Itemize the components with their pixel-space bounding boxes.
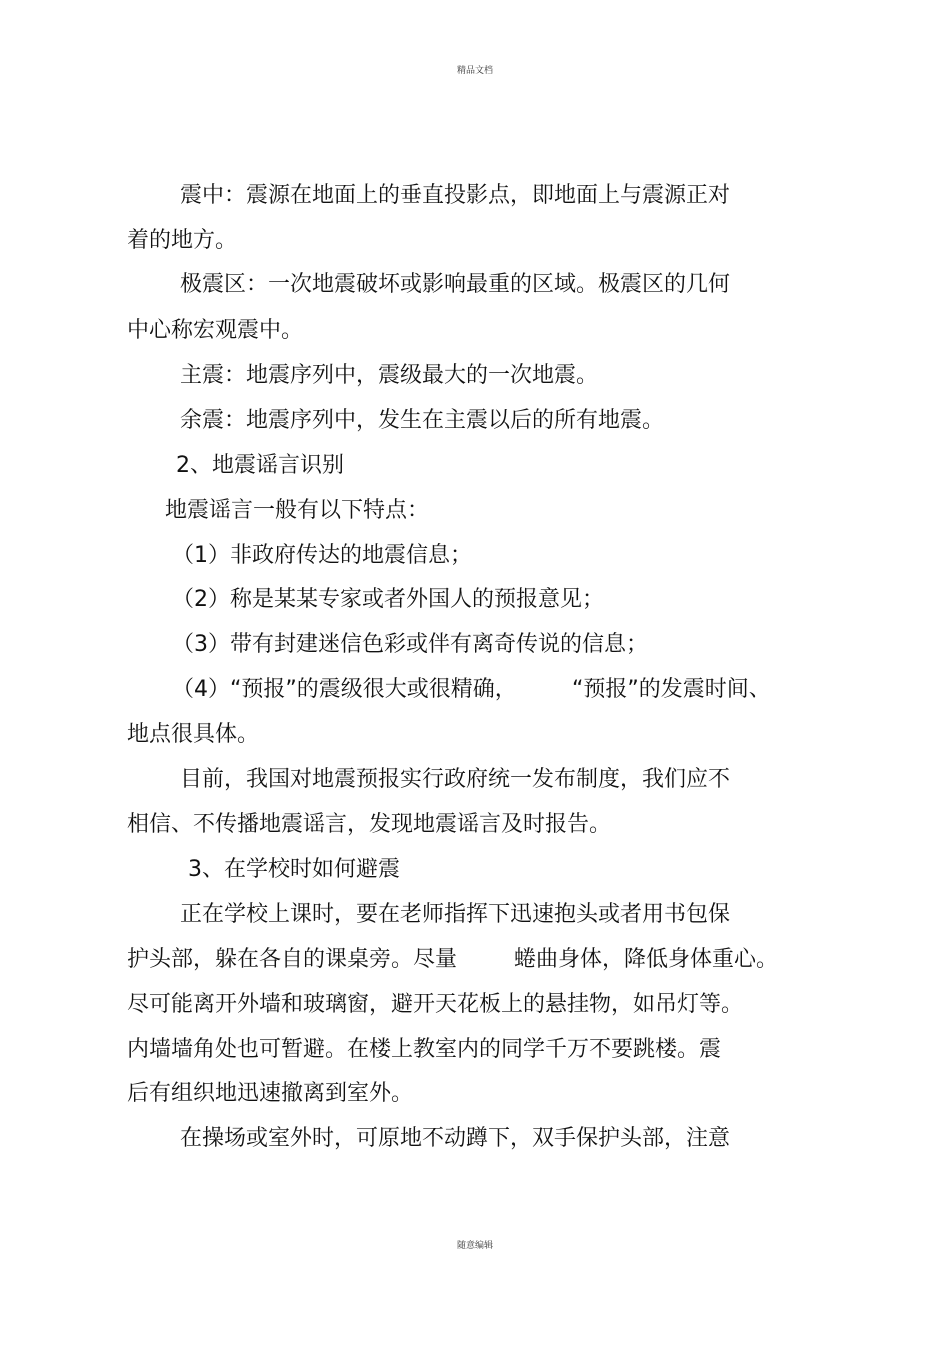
paragraph-line: 着的地方。 [127, 228, 238, 253]
section-heading: 3、在学校时如何避震 [188, 857, 400, 882]
section-heading: 2、地震谣言识别 [176, 453, 344, 478]
paragraph-line: 地震谣言一般有以下特点： [165, 498, 430, 523]
list-item: （3）带有封建迷信色彩或伴有离奇传说的信息； [172, 632, 648, 657]
paragraph-line: 极震区：一次地震破坏或影响最重的区域。极震区的几何 [180, 272, 731, 297]
paragraph-line: 护头部，躲在各自的课桌旁。尽量 [127, 947, 458, 972]
page-header: 精品文档 [456, 66, 493, 76]
paragraph-line: 相信、不传播地震谣言，发现地震谣言及时报告。 [127, 812, 612, 837]
page-footer: 随意编辑 [456, 1241, 493, 1251]
paragraph-line: 正在学校上课时，要在老师指挥下迅速抱头或者用书包保 [180, 902, 731, 927]
paragraph-line: 地点很具体。 [127, 722, 260, 747]
list-item-continuation: “预报”的发震时间、 [572, 677, 771, 702]
paragraph-line: 尽可能离开外墙和玻璃窗，避开天花板上的悬挂物，如吊灯等。 [127, 992, 744, 1017]
paragraph-line: 震中：震源在地面上的垂直投影点，即地面上与震源正对 [180, 183, 731, 208]
list-item: （2）称是某某专家或者外国人的预报意见； [172, 587, 604, 612]
paragraph-line: 内墙墙角处也可暂避。在楼上教室内的同学千万不要跳楼。震 [127, 1037, 722, 1062]
paragraph-line: 后有组织地迅速撤离到室外。 [127, 1081, 414, 1106]
paragraph-line: 主震：地震序列中，震级最大的一次地震。 [180, 363, 599, 388]
list-item: （4）“预报”的震级很大或很精确， [172, 677, 517, 702]
paragraph-line: 目前，我国对地震预报实行政府统一发布制度，我们应不 [180, 767, 731, 792]
list-item: （1）非政府传达的地震信息； [172, 543, 472, 568]
paragraph-line: 在操场或室外时，可原地不动蹲下，双手保护头部，注意 [180, 1126, 731, 1151]
paragraph-line: 中心称宏观震中。 [127, 318, 304, 343]
paragraph-line-continuation: 蜷曲身体，降低身体重心。 [514, 947, 779, 972]
paragraph-line: 余震：地震序列中，发生在主震以后的所有地震。 [180, 408, 665, 433]
